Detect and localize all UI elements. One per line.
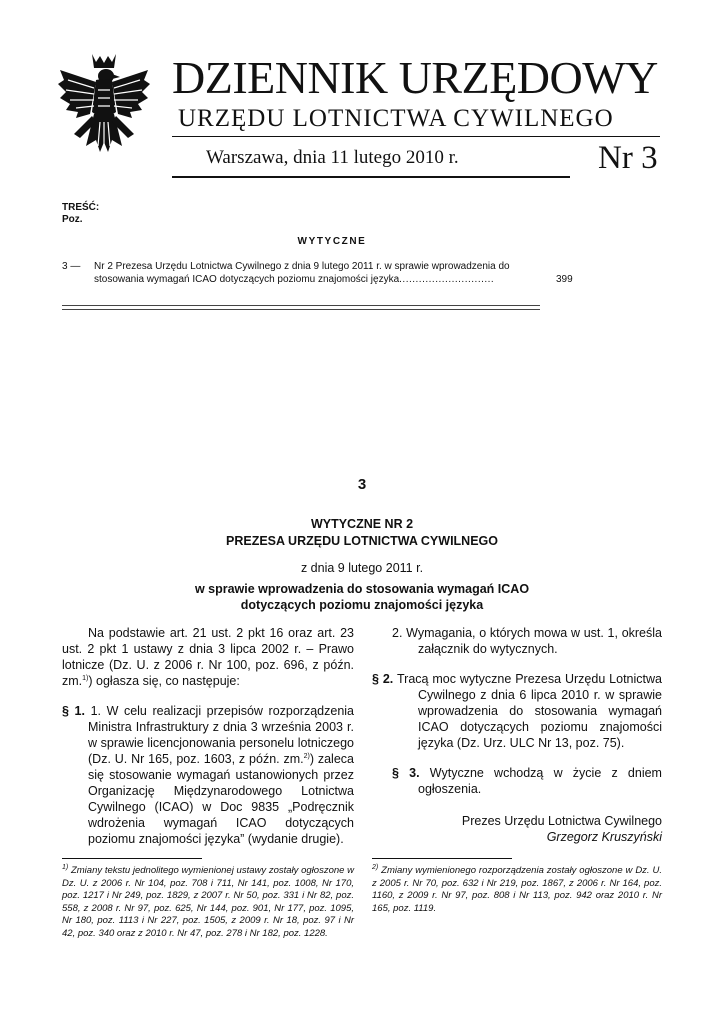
document-title-line1: WYTYCZNE NR 2 [310,517,414,531]
document-subject [62,581,662,613]
section-3: § 3. Wytyczne wchodzą w życie z dniem ogłoszenia. [392,766,662,796]
document-title [62,516,662,550]
footnote-rule [62,858,202,859]
toc-entry-text[interactable]: Nr 2 Prezesa Urzędu Lotnictwa Cywilnego z dnia 9 lutego 2011 r. w sprawie wprowadzenia do stosowania wymagań ICAO dotyczących poziomu znajomości języka............................. [94,261,510,285]
journal-subtitle: URZĘDU LOTNICTWA CYWILNEGO [178,105,614,132]
body-left-column [62,625,354,847]
toc-poz-label: Poz. [62,214,83,225]
toc-section-title: WYTYCZNE [297,236,367,247]
document-subject-line1: w sprawie wprowadzenia do stosowania wymagań ICAO [194,582,530,596]
issue-number: Nr 3 [598,140,658,176]
toc-entry-number: 3 — [62,261,81,272]
footnote-rule [372,858,512,859]
footnote-2: $^{2)}$ Zmiany wymienionego rozporządzenia zostały ogłoszone w Dz. U. z 2005 r. Nr 70, poz. 632 i Nr 219, poz. 1867, z 2006 r. Nr 164, poz. 1160, z 2009 r. Nr 97, poz. 808 i Nr 113, poz. 942 oraz 2010 r. Nr 165, poz. 1119. [372,858,662,915]
document-date: z dnia 9 lutego 2011 r. [300,561,424,575]
toc-entry-page: 399 [556,274,573,285]
section-2: § 2. Tracą moc wytyczne Prezesa Urzędu Lotnictwa Cywilnego z dnia 6 lipca 2010 r. w sprawie wprowadzenia do stosowania wymagań ICAO dotyczących poziomu znajomości języka (Dz. Urz. ULC Nr 13, poz. 75). [372,672,662,750]
polish-eagle-emblem-icon [54,50,154,166]
footnote-1: $^{1)}$ Zmiany tekstu jednolitego wymienionej ustawy zostały ogłoszone w Dz. U. z 2006 r. Nr 104, poz. 708 i 711, Nr 141, poz. 1008, Nr 170, poz. 1217 i Nr 249, poz. 1829, z 2007 r. Nr 50, poz. 331 i Nr 82, poz. 558, z 2008 r. Nr 97, poz. 625, Nr 144, poz. 901, Nr 177, poz. 1095, Nr 180, poz. 1113 i Nr 227, poz. 1505, z 2009 r. Nr 18, poz. 97 i Nr 42, poz. 340 oraz z 2010 r. Nr 47, poz. 278 i Nr 182, poz. 1228. [62,858,354,940]
issue-dateline: Warszawa, dnia 11 lutego 2010 r. [206,147,459,168]
section-1-paragraph-2: 2. Wymagania, o których mowa w ust. 1, określa załącznik do wytycznych. [392,626,662,656]
journal-title: DZIENNIK URZĘDOWY [172,52,658,103]
toc-double-rule [62,305,540,310]
dateline-rule [172,176,570,178]
toc-heading: TREŚĆ: [62,202,100,213]
masthead-rule [172,136,660,137]
preamble: Na podstawie art. 21 ust. 2 pkt 16 oraz art. 23 ust. 2 pkt 1 ustawy z dnia 3 lipca 2002 r. – Prawo lotnicze (Dz. U. z 2006 r. Nr 100, poz. 696, z późn. zm.$^{1)}$) ogłasza się, co następuje: [62,626,354,688]
section-1: § 1. 1. W celu realizacji przepisów rozporządzenia Ministra Infrastruktury z dnia 3 września 2003 r. w sprawie licencjonowania personelu lotniczego (Dz. U. Nr 165, poz. 1603, z późn. zm.$^{2)}$) zaleca się stosowanie wymagań ustanowionych przez Organizację Międzynarodowego Lotnictwa Cywilnego (ICAO) w Doc 9835 „Podręcznik wdrożenia wymagań ICAO dotyczących poziomu znajomości języka” (wydanie drugie). [62,704,354,846]
signature-name: Grzegorz Kruszyński [546,830,662,844]
document-title-line2: PREZESA URZĘDU LOTNICTWA CYWILNEGO [226,534,498,548]
body-right-column [372,625,662,845]
document-number: 3 [357,476,367,493]
document-subject-line2: dotyczących poziomu znajomości języka [240,598,484,612]
signature-role: Prezes Urzędu Lotnictwa Cywilnego [461,814,662,828]
